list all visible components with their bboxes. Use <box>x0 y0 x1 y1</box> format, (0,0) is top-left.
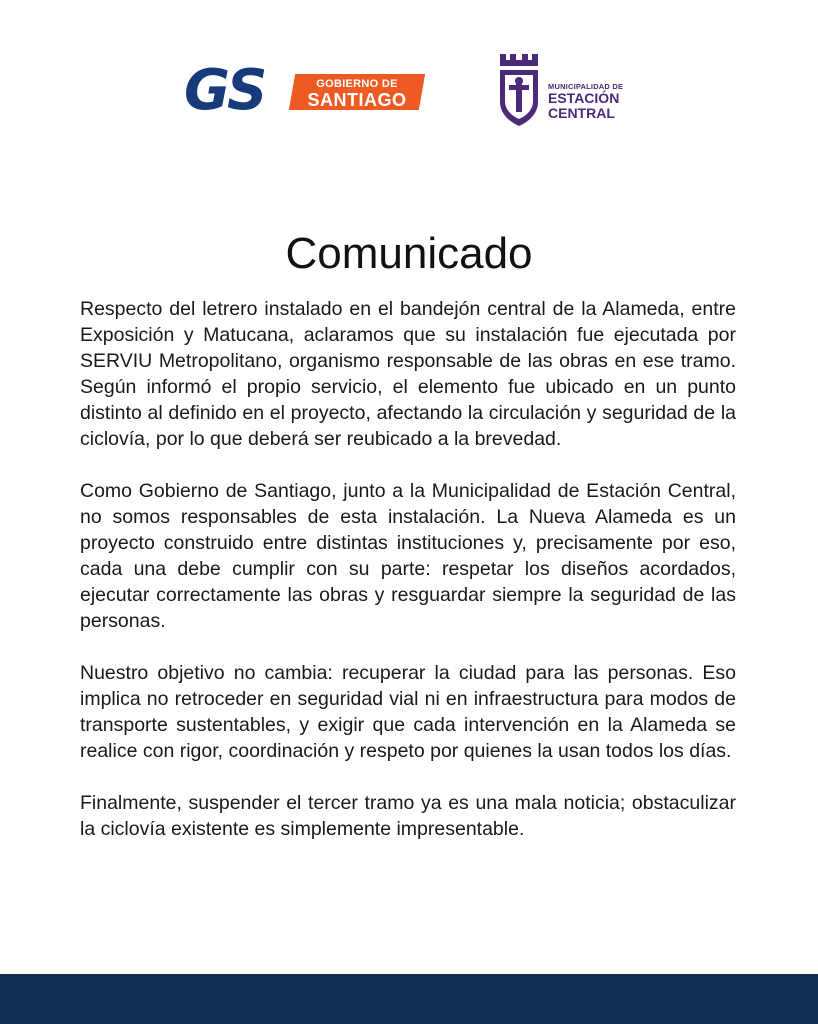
ec-logo-text <box>548 82 623 121</box>
ec-logo-line3: CENTRAL <box>548 105 615 121</box>
paragraph-1: Respecto del letrero instalado en el bandejón central de la Alameda, entre Exposición y Matucana, aclaramos que su instalación fue ejecutada por SERVIU Metropolitano, organismo responsable de las obras en ese tramo. Según informó el propio servicio, el elemento fue ubicado en un punto distinto al definido en el proyecto, afectando la circulación y seguridad de la ciclovía, por lo que deberá ser reubicado a la brevedad. <box>80 298 736 450</box>
gs-logo-line1: GOBIERNO DE <box>316 78 398 90</box>
paragraph-4: Finalmente, suspender el tercer tramo ya es una mala noticia; obstaculizar la ciclovía existente es simplemente impresentable. <box>80 792 736 840</box>
gs-logo-text <box>298 74 416 110</box>
gs-logo-letters: GS <box>184 58 265 123</box>
gobierno-de-santiago-logo <box>184 60 424 122</box>
page-title: Comunicado <box>285 229 533 279</box>
gs-logo-line2: SANTIAGO <box>307 90 407 110</box>
ec-logo-line1: MUNICIPALIDAD DE <box>548 82 624 91</box>
paragraph-2: Como Gobierno de Santiago, junto a la Municipalidad de Estación Central, no somos responsables de esta instalación. La Nueva Alameda es un proyecto construido entre distintas instituciones y, precisamente por eso, cada una debe cumplir con su parte: respetar los diseños acordados, ejecutar correctamente las obras y resguardar siempre la seguridad de las personas. <box>80 480 736 632</box>
footer-band <box>0 974 818 1024</box>
paragraph-3: Nuestro objetivo no cambia: recuperar la ciudad para las personas. Eso implica no retroceder en seguridad vial ni en infraestructura para modos de transporte sustentables, y exigir que cada intervención en la Alameda se realice con rigor, coordinación y respeto por quienes la usan todos los días. <box>80 662 736 762</box>
ec-logo-line2: ESTACIÓN <box>548 90 620 106</box>
statement-body <box>80 296 736 868</box>
header-logos <box>0 0 818 140</box>
castle-shield-icon <box>496 52 542 128</box>
municipalidad-estacion-central-logo <box>496 52 636 132</box>
